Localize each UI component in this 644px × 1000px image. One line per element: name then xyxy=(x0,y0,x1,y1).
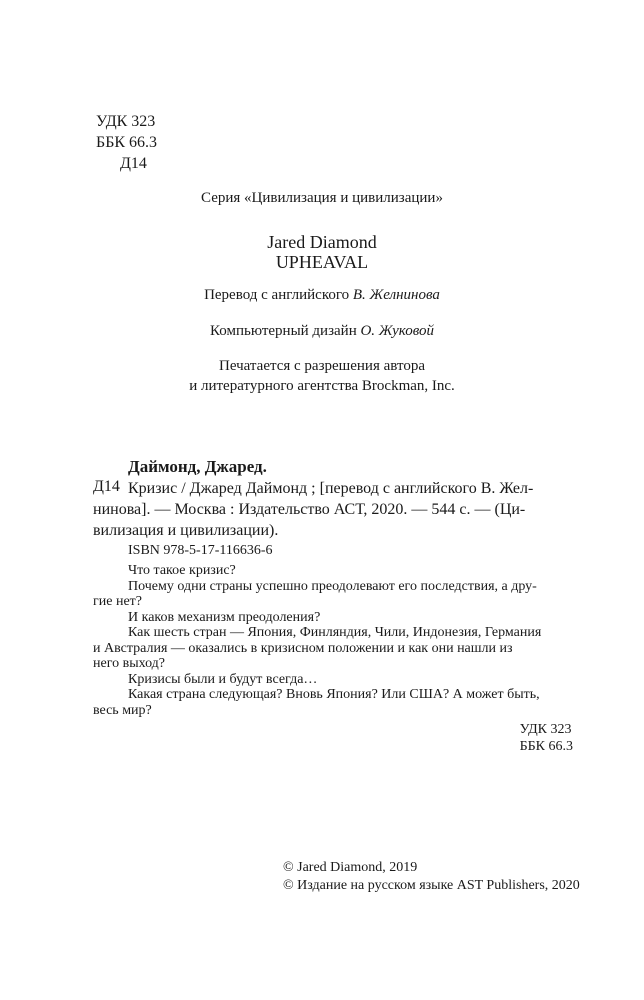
design-label: Компьютерный дизайн xyxy=(209,323,357,339)
annotation-line: Что такое кризис? xyxy=(128,563,236,578)
annotation-line: гие нет? xyxy=(93,594,142,609)
copyright-line-2: © Издание на русском языке AST Publishers, 2020 xyxy=(283,878,580,893)
original-author: Jared Diamond xyxy=(267,232,377,252)
annotation-line: Какая страна следующая? Вновь Япония? Или США? А может быть, xyxy=(128,687,540,702)
annotation-line: И каков механизм преодоления? xyxy=(128,609,321,625)
annotation-line: Как шесть стран — Япония, Финляндия, Чили, Индонезия, Германия xyxy=(128,625,542,640)
series-title: Серия «Цивилизация и цивилизации» xyxy=(201,190,443,206)
annotation-line: него выход? xyxy=(93,656,166,671)
catalog-author-heading: Даймонд, Джаред. xyxy=(128,457,267,476)
translator-label: Перевод с английского xyxy=(204,287,350,303)
catalog-author-mark: Д14 xyxy=(93,478,120,495)
bbk-code: ББК 66.3 xyxy=(96,134,158,151)
translator-name: В. Желнинова xyxy=(352,287,440,303)
permission-line-1: Печатается с разрешения автора xyxy=(219,358,425,374)
original-edition xyxy=(0,232,644,272)
original-title: UPHEAVAL xyxy=(275,252,369,272)
translator-credit xyxy=(0,287,644,304)
permission-notice xyxy=(0,356,644,396)
bbk-code-bottom: ББК 66.3 xyxy=(519,739,573,754)
udk-code: УДК 323 xyxy=(96,113,156,130)
isbn: ISBN 978-5-17-116636-6 xyxy=(128,543,273,558)
udk-code-bottom: УДК 323 xyxy=(519,722,572,737)
copyright-line-1: © Jared Diamond, 2019 xyxy=(283,860,418,875)
copyright-block xyxy=(283,859,580,895)
annotation-line: Почему одни страны успешно преодолевают его последствия, а дру- xyxy=(128,578,537,594)
design-credit xyxy=(0,323,644,340)
classification-codes-top xyxy=(96,111,157,174)
catalog-desc-line-2: нинова]. — Москва : Издательство АСТ, 2020. — 544 с. — (Ци- xyxy=(93,501,526,518)
annotation-line: и Австралия — оказались в кризисном положении и как они нашли из xyxy=(93,640,513,656)
catalog-desc-line-3: вилизация и цивилизации). xyxy=(93,522,279,539)
designer-name: О. Жуковой xyxy=(360,323,435,339)
annotation xyxy=(93,563,542,718)
annotation-line: весь мир? xyxy=(93,702,152,718)
classification-codes-bottom xyxy=(520,721,573,755)
author-mark: Д14 xyxy=(120,155,147,172)
catalog-desc-line-1: Кризис / Джаред Даймонд ; [перевод с английского В. Жел- xyxy=(128,480,534,497)
annotation-line: Кризисы были и будут всегда… xyxy=(128,671,318,687)
permission-line-2: и литературного агентства Brockman, Inc. xyxy=(189,378,455,394)
